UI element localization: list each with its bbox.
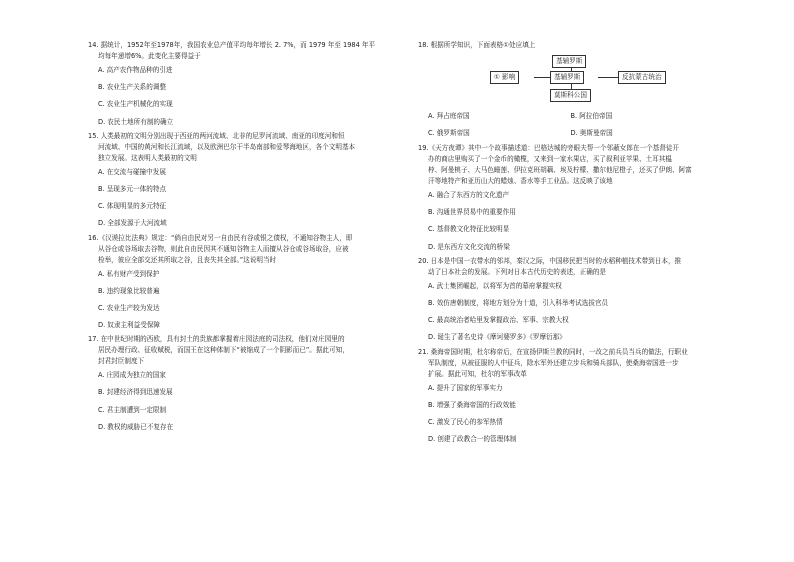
- q21-stem-line: 军队制度，从被征服的人中征兵，除水军外还建立步兵和骑兵部队，使桑海帝国进一步: [428, 358, 679, 367]
- q18-option-d: D. 奥斯曼帝国: [570, 129, 613, 137]
- q21-stem-line: 扩展。据此可知，杜尔的军事改革: [428, 369, 527, 378]
- q15-option-d: D. 全部发源于大河流域: [98, 219, 167, 228]
- q16-option-b: B. 违约现象比较普遍: [98, 286, 160, 295]
- question-15: [88, 131, 388, 233]
- q20-stem-line: 20. 日本是中国一衣带水的邻邦，秦汉之际，中国移民把当时的水稻种植技术带到日本，推: [418, 256, 682, 265]
- q15-stem-line: 独立发展。这表明人类最初的文明: [98, 153, 197, 162]
- q19-option-a: A. 融合了东西方的文化遗产: [428, 191, 510, 199]
- q16-stem-line: 16.《汉谟拉比法典》规定：“倘自由民对另一自由民有谷或银之债权，不通知谷物主人，即: [88, 233, 353, 242]
- q14-option-c: C. 农业生产机械化的实现: [98, 100, 173, 109]
- q15-stem-line: 15. 人类最初的文明分别出现于西亚的两河流域、北非的尼罗河流域、南亚的印度河和恒: [88, 131, 345, 140]
- question-20: [418, 256, 723, 347]
- arrow-left-icon: [534, 77, 550, 78]
- q17-option-b: B. 封建经济得到迅速发展: [98, 388, 173, 397]
- right-column: [418, 40, 723, 448]
- q14-option-b: B. 农业生产关系的调整: [98, 83, 167, 92]
- q20-stem-line: 动了日本社会的发展。下列对日本古代历史的表述，正确的是: [428, 267, 607, 276]
- q19-stem-line: 19.《天方夜谭》其中一个故事描述道：巴格达城的旁眼夫帮一个邻蔽女郎在一个基督徒开: [418, 144, 680, 152]
- q19-option-c: C. 基督教文化特征比较明显: [428, 225, 510, 234]
- q14-option-d: D. 农民土地所有制的确立: [98, 117, 174, 126]
- q21-option-c: C. 激发了民心的参军热情: [428, 417, 503, 426]
- q14-stem-line: 14. 据统计，1952年至1978年，我国农业总产值平均每年增长 2. 7%，而 1979 年至 1984 年平: [88, 41, 376, 49]
- question-21: [418, 347, 723, 449]
- q18-stem: 18. 根据所学知识，下面表格①处应填上: [418, 41, 536, 49]
- q17-stem-line: 封君封臣制度下: [98, 357, 145, 366]
- q14-stem-line: 均每年递增6%。此变化主要得益于: [98, 52, 201, 60]
- q15-option-a: A. 在交流与碰撞中发展: [98, 167, 166, 176]
- q20-option-b: B. 效仿唐朝制度，将地方划分为十道，引入科举考试选拔官员: [428, 298, 609, 307]
- q17-stem-line: 居民办理行政、征收赋税，而国王在这种体制下“被缩成了一个阴影而已”。据此可知，: [98, 346, 349, 355]
- q18-option-c: C. 俄罗斯帝国: [428, 129, 470, 137]
- q18-option-b: B. 阿拉伯帝国: [570, 112, 613, 120]
- q16-stem-line: 检举，彼应全部交还其所取之谷，且丧失其全部。”这说明当时: [98, 255, 277, 264]
- q15-option-c: C. 体现明显的多元特征: [98, 202, 167, 211]
- q16-stem-line: 从谷仓或谷场取去谷物，则此自由民因其不通知谷物主人而擅从谷仓或谷场取谷，应被: [98, 244, 349, 253]
- diagram-box-bottom: 莫斯科公国: [550, 89, 591, 102]
- q16-option-c: C. 农业生产较为发达: [98, 303, 160, 312]
- diagram-box-center: 基辅罗斯: [550, 71, 584, 84]
- q17-option-d: D. 教权的威胁已不复存在: [98, 422, 174, 431]
- q21-option-a: A. 提升了国家的军事实力: [428, 383, 503, 392]
- arrow-down-icon: [571, 67, 572, 71]
- q20-option-c: C. 最高统治者哈里发掌握政治、军事、宗教大权: [428, 316, 569, 325]
- q16-option-a: A. 私有财产受到保护: [98, 269, 160, 278]
- q19-option-b: B. 沟通世界贸易中的重要作用: [428, 208, 516, 217]
- q19-stem-line: 办的商店里购买了一个金币的橄榄，又来到一家水果店，买了叙利亚苹果、土耳其榅: [428, 155, 672, 163]
- q21-stem-line: 21. 桑海帝国时期，杜尔称帝后，在宣扬伊斯兰教的同时，一改之前兵员当兵的做法，行职业: [418, 347, 688, 356]
- q19-stem-line: 汗等地特产和亚历山大的蜡烛、香水等手工业品。这反映了该地: [428, 177, 613, 185]
- question-19: [418, 143, 723, 256]
- question-18: [418, 40, 723, 139]
- question-16: [88, 233, 388, 335]
- q19-stem-line: 桲、阿曼桃子、大马色睡莲、伊拉克班胡藕、埃及柠檬、撒尔他尼橙子，还买了伊朗、阿富: [428, 166, 692, 174]
- left-column: [88, 40, 388, 436]
- q17-option-a: A. 庄园成为独立的国家: [98, 371, 166, 380]
- q21-option-b: B. 增强了桑海帝国的行政效能: [428, 400, 516, 409]
- q14-option-a: A. 高产农作物品种的引进: [98, 66, 173, 74]
- arrow-down-icon: [571, 84, 572, 89]
- q18-option-a: A. 拜占庭帝国: [428, 112, 470, 120]
- question-17: [88, 334, 388, 436]
- q21-option-d: D. 创建了政教合一的管理体制: [428, 435, 517, 444]
- question-14: [88, 40, 388, 131]
- q19-option-d: D. 是东西方文化交流的桥梁: [428, 242, 510, 251]
- diagram-box-top: 基辅罗斯: [552, 55, 586, 68]
- q15-stem-line: 河流域、中国的黄河和长江流域，以及欧洲巴尔干半岛南部和爱琴海地区，各个文明基本: [98, 142, 356, 151]
- q18-diagram: [418, 55, 723, 105]
- q18-options: [418, 111, 723, 139]
- q16-option-d: D. 奴隶主利益受保障: [98, 321, 161, 330]
- diagram-box-right: 反抗蒙古统治: [618, 71, 666, 84]
- q15-option-b: B. 呈现多元一体的特点: [98, 184, 167, 193]
- arrow-left-icon: [598, 77, 618, 78]
- q17-option-c: C. 君主制遭到一定限制: [98, 405, 167, 414]
- q20-option-a: A. 武士集团崛起，以将军为首的幕府掌握实权: [428, 281, 562, 290]
- diagram-box-left: ① 影响: [490, 71, 519, 84]
- q17-stem-line: 17. 在中世纪时期的西欧，具有封土的贵族都掌握着庄园法庭的司法权，他们对庄园里的: [88, 335, 345, 344]
- q20-option-d: D. 诞生了著名史诗《摩诃婆罗多》《罗摩衍那》: [428, 333, 566, 342]
